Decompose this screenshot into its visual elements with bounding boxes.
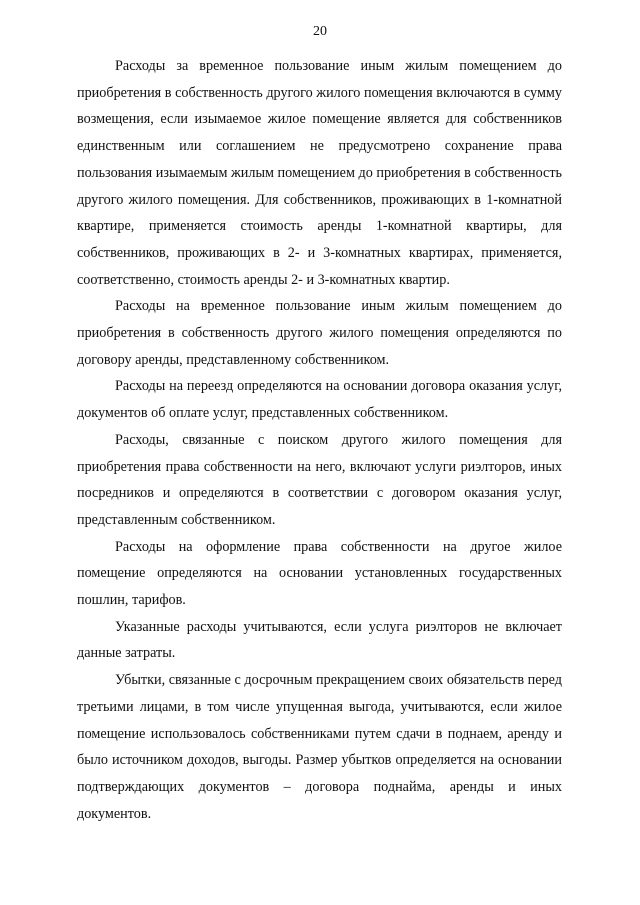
paragraph-search-costs: Расходы, связанные с поиском другого жилого помещения для приобретения права собственности на него, включают услуги риэлторов, иных посредников и определяются в соответствии с договором оказания услуг, представленным собственником. bbox=[77, 431, 562, 528]
paragraph-temporary-housing: Расходы за временное пользование иным жилым помещением до приобретения в собственность другого жилого помещения включаются в сумму возмещения, если изымаемое жилое помещение является для собственников единственным или соглашением не предусмотрено сохранение права пользования изымаемым жилым помещением до приобретения в собственность другого жилого помещения. Для собственников, проживающих в 1-комнатной квартире, применяется стоимость аренды 1-комнатной квартиры, для собственников, проживающих в 2- и 3-комнатных квартирах, применяется, соответственно, стоимость аренды 2- и 3-комнатных квартир. bbox=[77, 58, 562, 288]
page-number: 20 bbox=[313, 24, 327, 39]
paragraph-realtor-note: Указанные расходы учитываются, если услуга риэлторов не включает данные затраты. bbox=[77, 618, 562, 662]
document-body bbox=[77, 53, 562, 827]
paragraph-registration: Расходы на оформление права собственности на другое жилое помещение определяются на основании установленных государственных пошлин, тарифов. bbox=[77, 538, 562, 609]
paragraph-relocation: Расходы на переезд определяются на основании договора оказания услуг, документов об оплате услуг, представленных собственником. bbox=[77, 378, 562, 422]
paragraph-rent-contract: Расходы на временное пользование иным жилым помещением до приобретения в собственность другого жилого помещения определяются по договору аренды, представленному собственником. bbox=[77, 298, 562, 368]
paragraph-losses: Убытки, связанные с досрочным прекращением своих обязательств перед третьими лицами, в том числе упущенная выгода, учитываются, если жилое помещение использовалось собственниками путем сдачи в поднаем, аренду и было источником доходов, выгоды. Размер убытков определяется на основании подтверждающих документов – договора поднайма, аренды и иных документов. bbox=[77, 672, 562, 822]
